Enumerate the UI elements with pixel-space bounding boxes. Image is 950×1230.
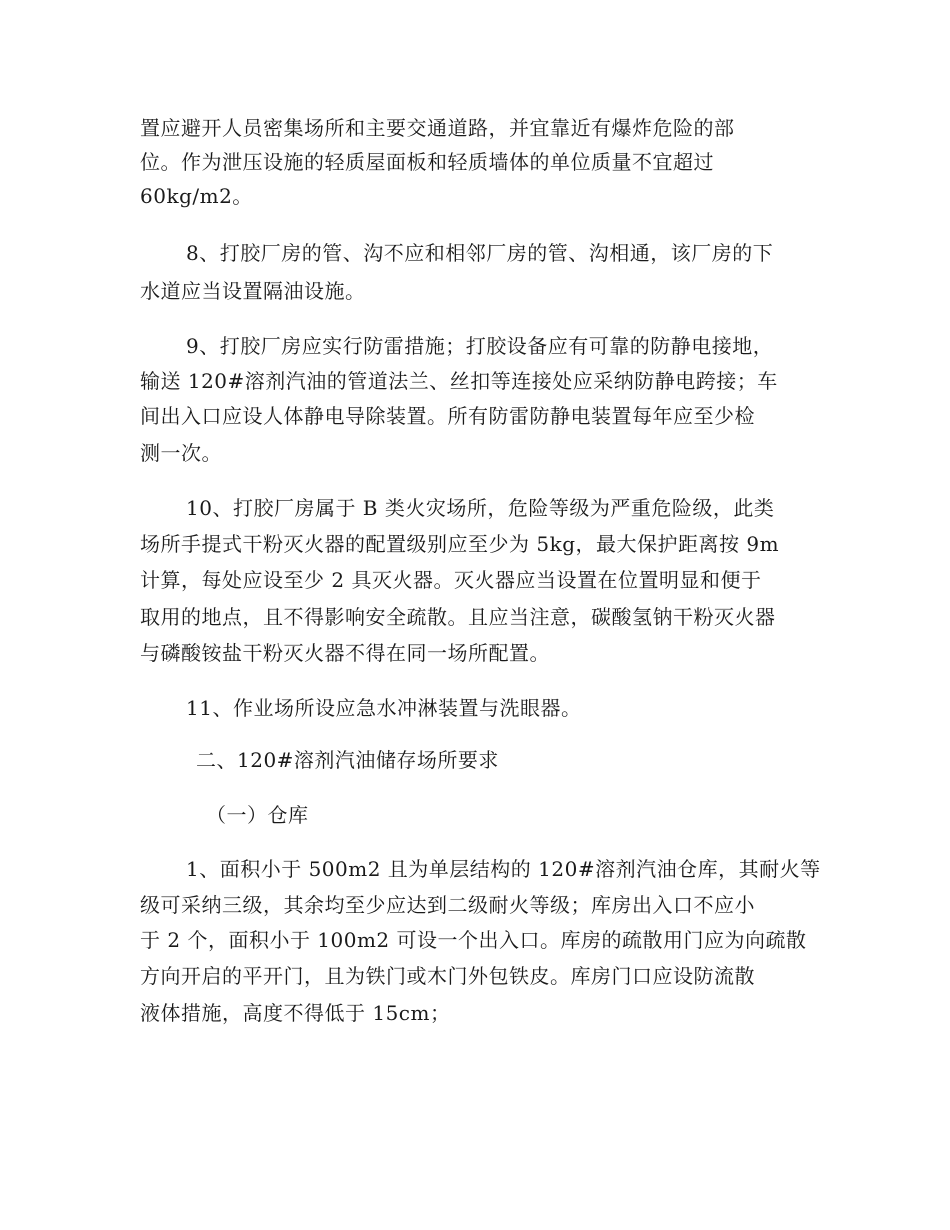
text-line: 于 2 个，面积小于 100m2 可设一个出入口。库房的疏散用门应为向疏散	[140, 928, 807, 952]
text-line: 60kg/m2。	[140, 184, 253, 208]
text-line: 位。作为泄压设施的轻质屋面板和轻质墙体的单位质量不宜超过	[140, 150, 714, 174]
section-heading: 二、120#溶剂汽油储存场所要求	[196, 748, 499, 772]
text-line: 间出入口应设人体静电导除装置。所有防雷防静电装置每年应至少检	[140, 404, 755, 428]
text-line: 与磷酸铵盐干粉灭火器不得在同一场所配置。	[140, 641, 550, 665]
text-line: 测一次。	[140, 441, 222, 465]
text-line: 计算，每处应设至少 2 具灭火器。灭火器应当设置在位置明显和便于	[140, 568, 762, 592]
paragraph-1-first-line: 1、面积小于 500m2 且为单层结构的 120#溶剂汽油仓库，其耐火等	[186, 857, 821, 881]
text-line: 水道应当设置隔油设施。	[140, 279, 366, 303]
text-line: 液体措施，高度不得低于 15cm；	[140, 1001, 451, 1025]
text-line: 置应避开人员密集场所和主要交通道路，并宜靠近有爆炸危险的部	[140, 116, 735, 140]
subsection-heading: （一）仓库	[206, 803, 309, 827]
text-line: 取用的地点，且不得影响安全疏散。且应当注意，碳酸氢钠干粉灭火器	[140, 605, 776, 629]
text-line: 方向开启的平开门，且为铁门或木门外包铁皮。库房门口应设防流散	[140, 964, 755, 988]
text-line: 输送 120#溶剂汽油的管道法兰、丝扣等连接处应采纳防静电跨接；车	[140, 369, 778, 393]
paragraph-11: 11、作业场所设应急水冲淋装置与洗眼器。	[186, 696, 582, 720]
text-line: 级可采纳三级，其余均至少应达到二级耐火等级；库房出入口不应小	[140, 893, 755, 917]
paragraph-10-first-line: 10、打胶厂房属于 B 类火灾场所，危险等级为严重危险级，此类	[186, 496, 775, 520]
paragraph-9-first-line: 9、打胶厂房应实行防雷措施；打胶设备应有可靠的防静电接地，	[186, 334, 774, 358]
paragraph-8-first-line: 8、打胶厂房的管、沟不应和相邻厂房的管、沟相通，该厂房的下	[186, 241, 774, 265]
text-line: 场所手提式干粉灭火器的配置级别应至少为 5kg，最大保护距离按 9m	[140, 532, 780, 556]
